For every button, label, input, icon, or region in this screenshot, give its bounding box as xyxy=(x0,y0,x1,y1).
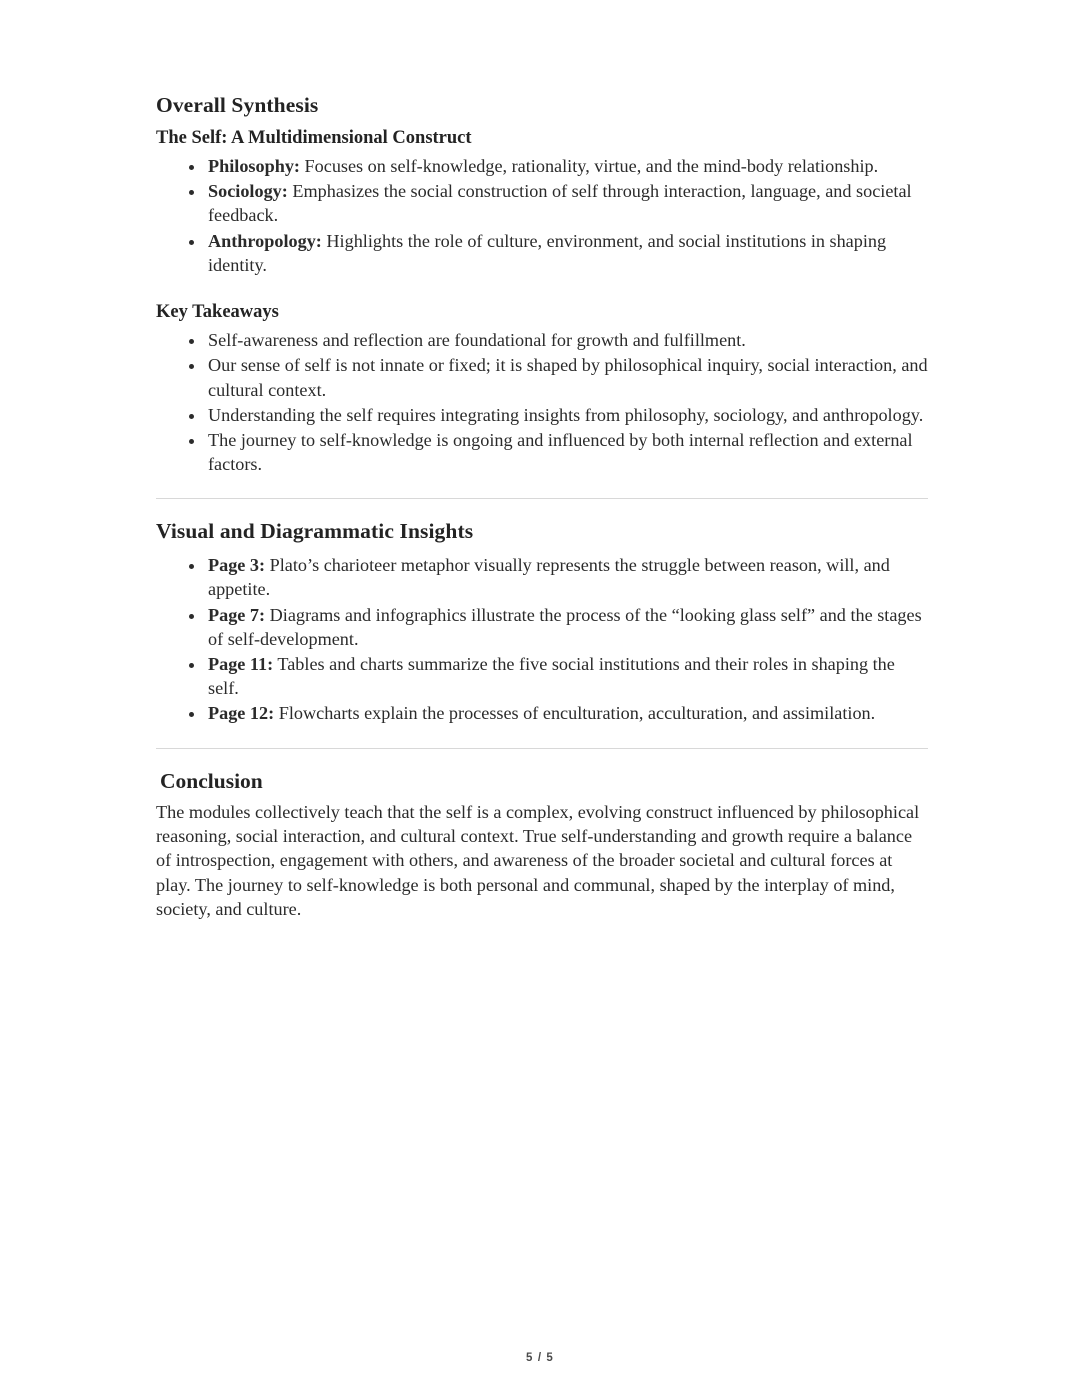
list-multidimensional-construct xyxy=(156,154,928,277)
list-item-lead: Anthropology: xyxy=(208,230,322,251)
spacer xyxy=(156,727,928,748)
list-item xyxy=(156,403,928,427)
list-item-text: Highlights the role of culture, environment, and social institutions in shaping identity. xyxy=(208,230,887,275)
bullet-dot-icon xyxy=(189,564,194,569)
bullet-dot-icon xyxy=(189,614,194,619)
list-item xyxy=(156,179,928,227)
list-item-text: Focuses on self-knowledge, rationality, virtue, and the mind-body relationship. xyxy=(299,156,879,176)
page-content xyxy=(156,92,928,922)
list-item-text: Tables and charts summarize the five social institutions and their roles in shaping the self. xyxy=(208,654,895,699)
list-item xyxy=(156,328,928,352)
bullet-dot-icon xyxy=(189,712,194,717)
spacer xyxy=(156,278,928,301)
bullet-dot-icon xyxy=(189,414,194,419)
list-item-text: The journey to self-knowledge is ongoing and influenced by both internal reflection and external factors. xyxy=(208,429,913,475)
bullet-dot-icon xyxy=(189,339,194,344)
list-item-text: Plato’s charioteer metaphor visually represents the struggle between reason, will, and appetite. xyxy=(208,555,890,600)
bullet-dot-icon xyxy=(189,439,194,444)
list-item-lead: Sociology: xyxy=(208,181,288,202)
bullet-dot-icon xyxy=(189,190,194,195)
list-item xyxy=(156,603,928,651)
list-item-lead: Page 11: xyxy=(208,654,274,675)
list-item-text: Understanding the self requires integrating insights from philosophy, sociology, and anthropology. xyxy=(208,404,924,425)
bullet-dot-icon xyxy=(189,364,194,369)
bullet-dot-icon xyxy=(189,165,194,170)
spacer xyxy=(156,499,928,518)
list-item-text: Self-awareness and reflection are foundational for growth and fulfillment. xyxy=(208,330,746,351)
list-item xyxy=(156,353,928,401)
section-heading-visual-diagrammatic-insights: Visual and Diagrammatic Insights xyxy=(156,519,474,544)
list-item-lead: Page 3: xyxy=(208,555,266,576)
list-item-lead: Page 7: xyxy=(208,604,266,625)
spacer xyxy=(156,477,928,498)
section-heading-conclusion: Conclusion xyxy=(160,768,263,793)
list-item-text: Emphasizes the social construction of self through interaction, language, and societal feedback. xyxy=(208,181,912,226)
page-number-footer: 5 / 5 xyxy=(526,1352,554,1364)
section-heading-overall-synthesis: Overall Synthesis xyxy=(156,93,319,117)
subheading-key-takeaways: Key Takeaways xyxy=(156,302,279,323)
list-item xyxy=(156,229,928,277)
list-item xyxy=(156,701,928,725)
bullet-dot-icon xyxy=(189,240,194,245)
list-item-text: Our sense of self is not innate or fixed; it is shaped by philosophical inquiry, social interaction, and cultural context. xyxy=(208,355,928,400)
conclusion-paragraph: The modules collectively teach that the self is a complex, evolving construct influenced by philosophical reasoning, social interaction, and cultural context. True self-understanding and growth require a balance of introspection, engagement with others, and awareness of the broader societal and cultural forces at play. The journey to self-knowledge is both personal and communal, shaped by the interplay of mind, society, and culture. xyxy=(156,801,920,920)
list-item-lead: Page 12: xyxy=(208,703,275,724)
list-item xyxy=(156,154,928,178)
list-visual-insights xyxy=(156,553,928,725)
spacer xyxy=(156,749,928,768)
list-item-text: Diagrams and infographics illustrate the process of the “looking glass self” and the stages of self-development. xyxy=(208,604,922,649)
list-item xyxy=(156,652,928,700)
list-key-takeaways xyxy=(156,328,928,476)
list-item-lead: Philosophy: xyxy=(208,156,300,176)
list-item-text: Flowcharts explain the processes of enculturation, acculturation, and assimilation. xyxy=(274,703,876,724)
list-item xyxy=(156,553,928,601)
bullet-dot-icon xyxy=(189,663,194,668)
subheading-the-self-multidimensional-construct: The Self: A Multidimensional Construct xyxy=(156,127,472,148)
list-item xyxy=(156,428,928,476)
